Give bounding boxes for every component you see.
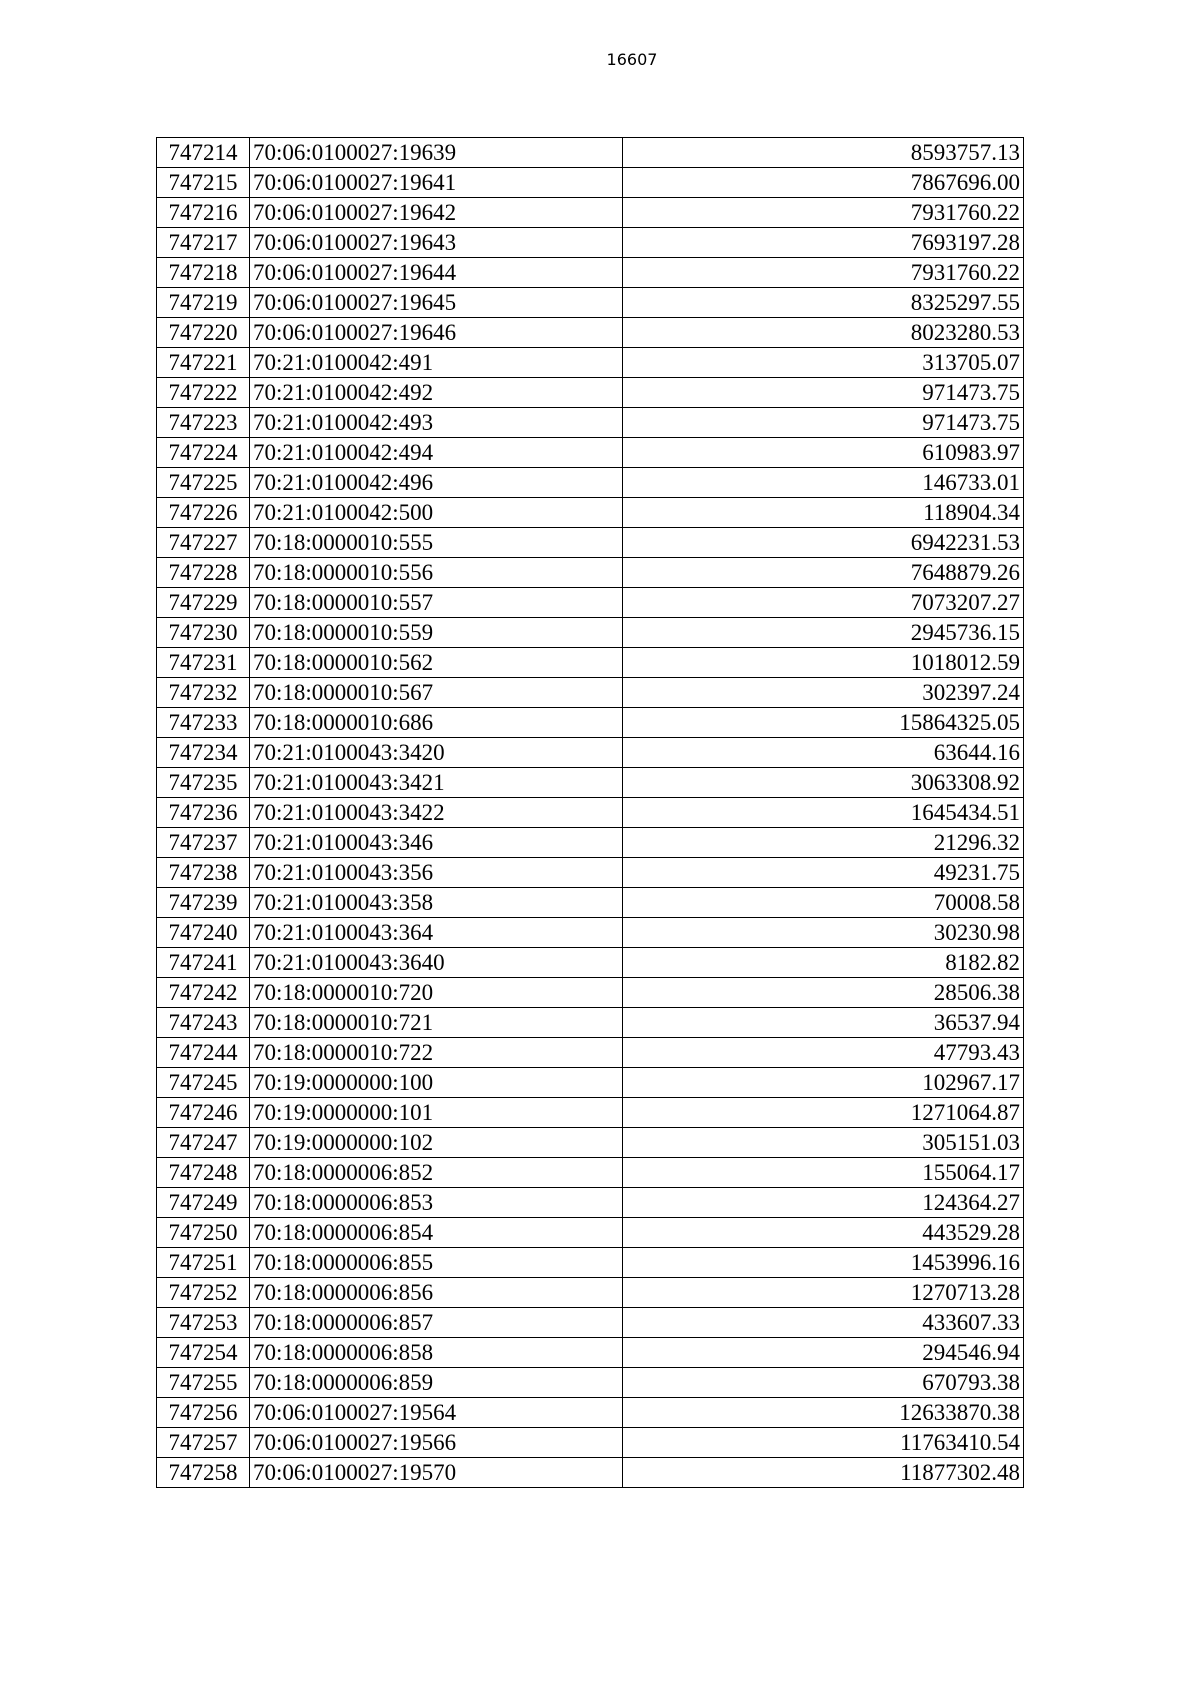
row-id-cell: 747223	[157, 408, 250, 438]
cadastral-number-cell: 70:18:0000010:721	[250, 1008, 623, 1038]
row-id-cell: 747237	[157, 828, 250, 858]
cadastral-number-cell: 70:21:0100043:356	[250, 858, 623, 888]
cadastral-number-cell: 70:21:0100043:3421	[250, 768, 623, 798]
row-id-cell: 747230	[157, 618, 250, 648]
row-id-cell: 747255	[157, 1368, 250, 1398]
value-cell: 1270713.28	[623, 1278, 1024, 1308]
row-id-cell: 747221	[157, 348, 250, 378]
value-cell: 21296.32	[623, 828, 1024, 858]
cadastral-number-cell: 70:06:0100027:19644	[250, 258, 623, 288]
table-row	[157, 1368, 1024, 1398]
table-row	[157, 378, 1024, 408]
table-row	[157, 348, 1024, 378]
value-cell: 2945736.15	[623, 618, 1024, 648]
table-row	[157, 858, 1024, 888]
row-id-cell: 747253	[157, 1308, 250, 1338]
row-id-cell: 747239	[157, 888, 250, 918]
table-row	[157, 978, 1024, 1008]
value-cell: 8182.82	[623, 948, 1024, 978]
value-cell: 971473.75	[623, 408, 1024, 438]
value-cell: 8325297.55	[623, 288, 1024, 318]
cadastral-number-cell: 70:18:0000010:722	[250, 1038, 623, 1068]
row-id-cell: 747248	[157, 1158, 250, 1188]
value-cell: 302397.24	[623, 678, 1024, 708]
cadastral-number-cell: 70:18:0000010:562	[250, 648, 623, 678]
row-id-cell: 747222	[157, 378, 250, 408]
cadastral-number-cell: 70:21:0100042:491	[250, 348, 623, 378]
cadastral-number-cell: 70:18:0000006:852	[250, 1158, 623, 1188]
row-id-cell: 747235	[157, 768, 250, 798]
value-cell: 155064.17	[623, 1158, 1024, 1188]
value-cell: 6942231.53	[623, 528, 1024, 558]
value-cell: 971473.75	[623, 378, 1024, 408]
cadastral-number-cell: 70:21:0100042:500	[250, 498, 623, 528]
value-cell: 7867696.00	[623, 168, 1024, 198]
value-cell: 433607.33	[623, 1308, 1024, 1338]
value-cell: 610983.97	[623, 438, 1024, 468]
table-row	[157, 1128, 1024, 1158]
cadastral-number-cell: 70:06:0100027:19641	[250, 168, 623, 198]
cadastral-number-cell: 70:18:0000006:857	[250, 1308, 623, 1338]
value-cell: 49231.75	[623, 858, 1024, 888]
table-row	[157, 1068, 1024, 1098]
cadastral-number-cell: 70:21:0100043:3640	[250, 948, 623, 978]
table-row	[157, 1098, 1024, 1128]
cadastral-number-cell: 70:06:0100027:19639	[250, 138, 623, 168]
value-cell: 7648879.26	[623, 558, 1024, 588]
value-cell: 7931760.22	[623, 198, 1024, 228]
value-cell: 15864325.05	[623, 708, 1024, 738]
value-cell: 11763410.54	[623, 1428, 1024, 1458]
value-cell: 118904.34	[623, 498, 1024, 528]
row-id-cell: 747229	[157, 588, 250, 618]
row-id-cell: 747219	[157, 288, 250, 318]
row-id-cell: 747236	[157, 798, 250, 828]
cadastral-number-cell: 70:21:0100043:358	[250, 888, 623, 918]
table-row	[157, 918, 1024, 948]
cadastral-number-cell: 70:19:0000000:100	[250, 1068, 623, 1098]
table-row	[157, 318, 1024, 348]
cadastral-number-cell: 70:21:0100043:364	[250, 918, 623, 948]
value-cell: 11877302.48	[623, 1458, 1024, 1488]
cadastral-number-cell: 70:21:0100042:492	[250, 378, 623, 408]
table-row	[157, 948, 1024, 978]
value-cell: 443529.28	[623, 1218, 1024, 1248]
row-id-cell: 747234	[157, 738, 250, 768]
value-cell: 1271064.87	[623, 1098, 1024, 1128]
cadastral-number-cell: 70:19:0000000:101	[250, 1098, 623, 1128]
value-cell: 30230.98	[623, 918, 1024, 948]
row-id-cell: 747228	[157, 558, 250, 588]
value-cell: 3063308.92	[623, 768, 1024, 798]
row-id-cell: 747241	[157, 948, 250, 978]
table-row	[157, 588, 1024, 618]
row-id-cell: 747256	[157, 1398, 250, 1428]
row-id-cell: 747226	[157, 498, 250, 528]
value-cell: 28506.38	[623, 978, 1024, 1008]
value-cell: 47793.43	[623, 1038, 1024, 1068]
value-cell: 70008.58	[623, 888, 1024, 918]
data-table	[156, 137, 1024, 1488]
table-row	[157, 498, 1024, 528]
row-id-cell: 747220	[157, 318, 250, 348]
cadastral-number-cell: 70:06:0100027:19570	[250, 1458, 623, 1488]
cadastral-number-cell: 70:18:0000010:557	[250, 588, 623, 618]
row-id-cell: 747243	[157, 1008, 250, 1038]
cadastral-number-cell: 70:18:0000006:859	[250, 1368, 623, 1398]
row-id-cell: 747214	[157, 138, 250, 168]
table-row	[157, 258, 1024, 288]
value-cell: 1018012.59	[623, 648, 1024, 678]
row-id-cell: 747215	[157, 168, 250, 198]
row-id-cell: 747245	[157, 1068, 250, 1098]
table-row	[157, 738, 1024, 768]
table-row	[157, 168, 1024, 198]
row-id-cell: 747233	[157, 708, 250, 738]
table-row	[157, 618, 1024, 648]
row-id-cell: 747240	[157, 918, 250, 948]
table-body	[157, 138, 1024, 1488]
cadastral-number-cell: 70:21:0100042:493	[250, 408, 623, 438]
value-cell: 7073207.27	[623, 588, 1024, 618]
value-cell: 7693197.28	[623, 228, 1024, 258]
value-cell: 12633870.38	[623, 1398, 1024, 1428]
cadastral-number-cell: 70:18:0000010:555	[250, 528, 623, 558]
row-id-cell: 747216	[157, 198, 250, 228]
row-id-cell: 747250	[157, 1218, 250, 1248]
row-id-cell: 747246	[157, 1098, 250, 1128]
table-row	[157, 678, 1024, 708]
row-id-cell: 747217	[157, 228, 250, 258]
value-cell: 1645434.51	[623, 798, 1024, 828]
cadastral-number-cell: 70:18:0000010:567	[250, 678, 623, 708]
table-row	[157, 1308, 1024, 1338]
cadastral-number-cell: 70:06:0100027:19564	[250, 1398, 623, 1428]
table-row	[157, 1008, 1024, 1038]
value-cell: 313705.07	[623, 348, 1024, 378]
value-cell: 36537.94	[623, 1008, 1024, 1038]
cadastral-number-cell: 70:18:0000006:856	[250, 1278, 623, 1308]
table-row	[157, 438, 1024, 468]
value-cell: 124364.27	[623, 1188, 1024, 1218]
table-row	[157, 708, 1024, 738]
cadastral-number-cell: 70:06:0100027:19643	[250, 228, 623, 258]
row-id-cell: 747249	[157, 1188, 250, 1218]
row-id-cell: 747258	[157, 1458, 250, 1488]
table-row	[157, 1218, 1024, 1248]
value-cell: 102967.17	[623, 1068, 1024, 1098]
value-cell: 63644.16	[623, 738, 1024, 768]
row-id-cell: 747218	[157, 258, 250, 288]
table-row	[157, 1338, 1024, 1368]
cadastral-number-cell: 70:18:0000010:720	[250, 978, 623, 1008]
table-row	[157, 888, 1024, 918]
table-row	[157, 1188, 1024, 1218]
row-id-cell: 747244	[157, 1038, 250, 1068]
table-row	[157, 558, 1024, 588]
cadastral-number-cell: 70:18:0000006:855	[250, 1248, 623, 1278]
cadastral-number-cell: 70:18:0000006:858	[250, 1338, 623, 1368]
cadastral-number-cell: 70:21:0100043:3420	[250, 738, 623, 768]
table-row	[157, 1248, 1024, 1278]
row-id-cell: 747251	[157, 1248, 250, 1278]
cadastral-number-cell: 70:21:0100043:346	[250, 828, 623, 858]
table-row	[157, 288, 1024, 318]
row-id-cell: 747224	[157, 438, 250, 468]
cadastral-number-cell: 70:06:0100027:19642	[250, 198, 623, 228]
row-id-cell: 747257	[157, 1428, 250, 1458]
cadastral-number-cell: 70:21:0100043:3422	[250, 798, 623, 828]
cadastral-number-cell: 70:06:0100027:19645	[250, 288, 623, 318]
row-id-cell: 747225	[157, 468, 250, 498]
cadastral-number-cell: 70:18:0000006:854	[250, 1218, 623, 1248]
table-row	[157, 1398, 1024, 1428]
table-row	[157, 768, 1024, 798]
value-cell: 8593757.13	[623, 138, 1024, 168]
table-row	[157, 1458, 1024, 1488]
value-cell: 7931760.22	[623, 258, 1024, 288]
row-id-cell: 747247	[157, 1128, 250, 1158]
cadastral-number-cell: 70:18:0000006:853	[250, 1188, 623, 1218]
value-cell: 305151.03	[623, 1128, 1024, 1158]
value-cell: 1453996.16	[623, 1248, 1024, 1278]
table-row	[157, 1428, 1024, 1458]
cadastral-number-cell: 70:06:0100027:19646	[250, 318, 623, 348]
table-row	[157, 228, 1024, 258]
value-cell: 670793.38	[623, 1368, 1024, 1398]
cadastral-number-cell: 70:18:0000010:559	[250, 618, 623, 648]
page-number: 16607	[606, 50, 658, 69]
table-row	[157, 828, 1024, 858]
table-row	[157, 138, 1024, 168]
cadastral-number-cell: 70:18:0000010:686	[250, 708, 623, 738]
row-id-cell: 747231	[157, 648, 250, 678]
row-id-cell: 747252	[157, 1278, 250, 1308]
table-row	[157, 648, 1024, 678]
table-row	[157, 468, 1024, 498]
cadastral-number-cell: 70:19:0000000:102	[250, 1128, 623, 1158]
row-id-cell: 747254	[157, 1338, 250, 1368]
row-id-cell: 747238	[157, 858, 250, 888]
cadastral-number-cell: 70:21:0100042:496	[250, 468, 623, 498]
table-row	[157, 1158, 1024, 1188]
value-cell: 8023280.53	[623, 318, 1024, 348]
cadastral-number-cell: 70:06:0100027:19566	[250, 1428, 623, 1458]
row-id-cell: 747232	[157, 678, 250, 708]
cadastral-number-cell: 70:21:0100042:494	[250, 438, 623, 468]
cadastral-number-cell: 70:18:0000010:556	[250, 558, 623, 588]
table-row	[157, 1278, 1024, 1308]
table-row	[157, 798, 1024, 828]
row-id-cell: 747242	[157, 978, 250, 1008]
table-row	[157, 1038, 1024, 1068]
table-row	[157, 408, 1024, 438]
row-id-cell: 747227	[157, 528, 250, 558]
value-cell: 146733.01	[623, 468, 1024, 498]
value-cell: 294546.94	[623, 1338, 1024, 1368]
table-row	[157, 198, 1024, 228]
table-row	[157, 528, 1024, 558]
